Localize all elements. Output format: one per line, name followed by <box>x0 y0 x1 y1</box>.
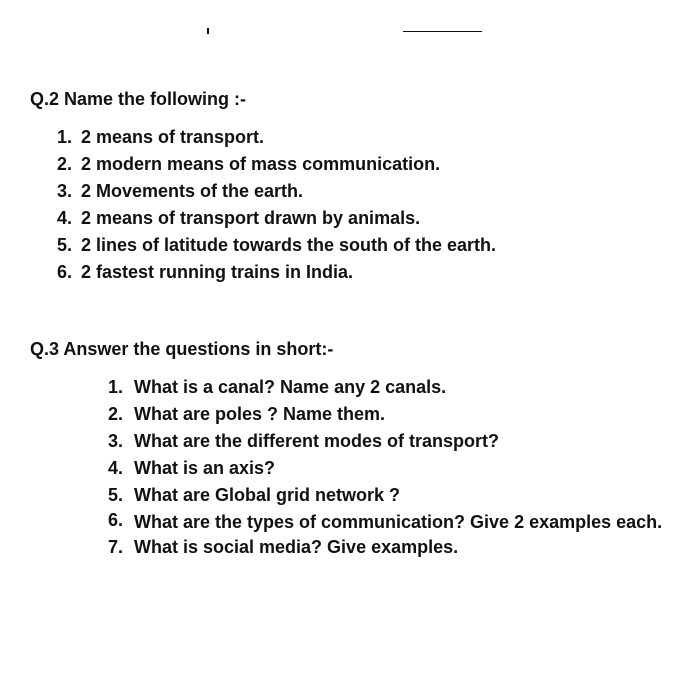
item-number: 3. <box>57 181 73 201</box>
list-item <box>108 403 674 430</box>
list-item <box>57 153 496 180</box>
item-number: 2. <box>57 154 73 174</box>
item-text: What is a canal? Name any 2 canals. <box>134 377 447 397</box>
list-item <box>57 126 496 153</box>
list-item <box>57 234 496 261</box>
q2-heading: Q.2 Name the following :- <box>30 89 247 109</box>
list-item <box>57 180 496 207</box>
list-item <box>108 536 674 563</box>
q2-list <box>57 126 496 288</box>
list-item <box>108 376 674 403</box>
list-item <box>57 261 496 288</box>
item-number: 7. <box>108 537 124 557</box>
item-text: 2 modern means of mass communication. <box>81 154 441 174</box>
item-text: 2 Movements of the earth. <box>81 181 304 201</box>
item-text: 2 means of transport drawn by animals. <box>81 208 421 228</box>
item-number: 1. <box>57 127 73 147</box>
item-text: What are the different modes of transport? <box>134 431 500 451</box>
item-text: 2 means of transport. <box>81 127 265 147</box>
list-item <box>108 457 674 484</box>
list-item <box>108 484 674 511</box>
item-number: 1. <box>108 377 124 397</box>
tick-mark <box>207 28 209 34</box>
item-text: What are poles ? Name them. <box>134 404 386 424</box>
item-number: 3. <box>108 431 124 451</box>
q3-heading: Q.3 Answer the questions in short:- <box>30 339 334 359</box>
list-item <box>108 509 674 536</box>
q3-list <box>108 376 674 563</box>
item-number: 4. <box>108 458 124 478</box>
item-number: 4. <box>57 208 73 228</box>
item-text: What are the types of communication? Give 2 examples each. <box>134 512 663 532</box>
item-number: 2. <box>108 404 124 424</box>
item-number: 6. <box>108 510 124 530</box>
list-item <box>57 207 496 234</box>
item-text: 2 lines of latitude towards the south of the earth. <box>81 235 497 255</box>
item-text: What is social media? Give examples. <box>134 537 459 557</box>
item-text: 2 fastest running trains in India. <box>81 262 354 282</box>
item-number: 5. <box>108 485 124 505</box>
item-number: 5. <box>57 235 73 255</box>
blank-line <box>403 31 482 32</box>
item-text: What is an axis? <box>134 458 276 478</box>
item-text: What are Global grid network ? <box>134 485 401 505</box>
item-number: 6. <box>57 262 73 282</box>
list-item <box>108 430 674 457</box>
